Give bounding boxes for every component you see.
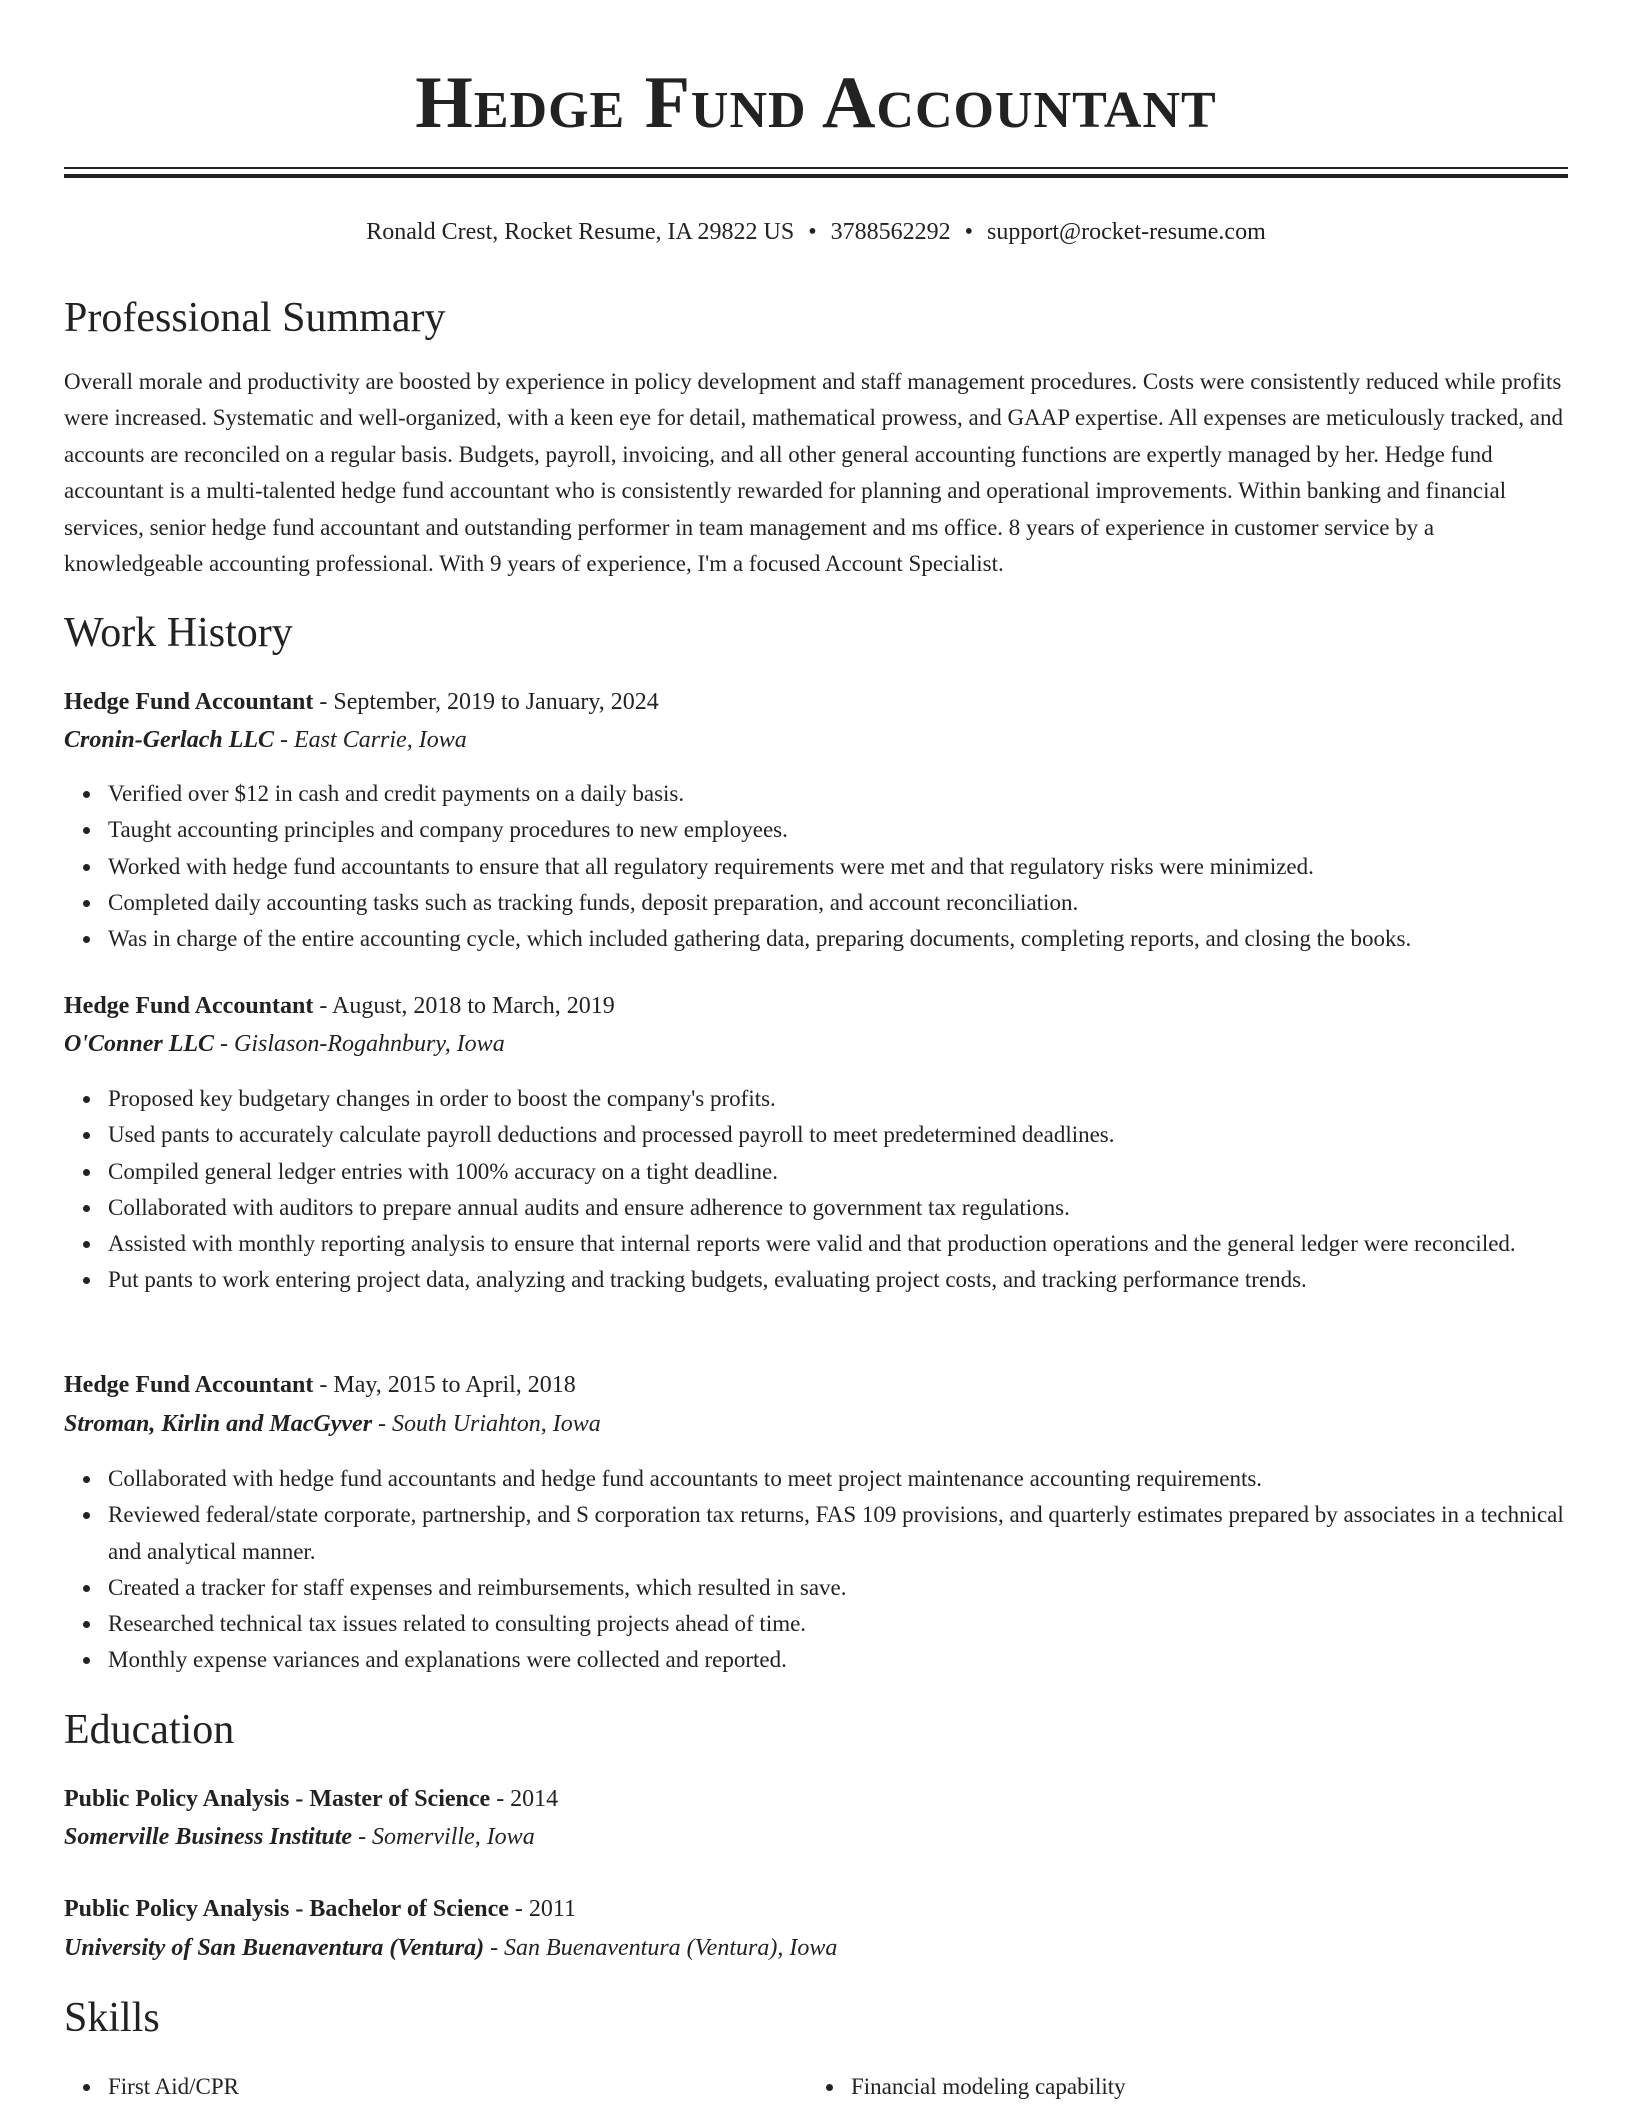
summary-heading: Professional Summary (64, 295, 446, 341)
contact-separator: • (964, 219, 974, 245)
job-company: O'Conner LLC (64, 1031, 215, 1057)
job-bullet: Worked with hedge fund accountants to ensure that all regulatory requirements were met and that regulatory risks were minimized. (108, 849, 1568, 885)
job-title: Hedge Fund Accountant (64, 689, 314, 715)
contact-address: Ronald Crest, Rocket Resume, IA 29822 US (366, 219, 795, 245)
job-bullet: Created a tracker for staff expenses and reimbursements, which resulted in save. (108, 1570, 1568, 1606)
education-location: - Somerville, Iowa (352, 1824, 535, 1850)
job-bullet: Collaborated with hedge fund accountants and hedge fund accountants to meet project maintenance accounting requirements. (108, 1461, 1568, 1497)
job-company: Stroman, Kirlin and MacGyver (64, 1411, 373, 1437)
job-bullet: Verified over $12 in cash and credit payments on a daily basis. (108, 776, 1568, 812)
summary-text: Overall morale and productivity are boosted by experience in policy development and staff management procedures. Costs were consistently reduced while profits were increased. Systematic and well-organized, with a keen eye for detail, mathematical prowess, and GAAP expertise. All expenses are meticulously tracked, and accounts are reconciled on a regular basis. Budgets, payroll, invoicing, and all other general accounting functions are expertly managed by her. Hedge fund accountant is a multi-talented hedge fund accountant who is consistently rewarded for planning and operational improvements. Within banking and financial services, senior hedge fund accountant and outstanding performer in team management and ms office. 8 years of experience in customer service by a knowledgeable accounting professional. With 9 years of experience, I'm a focused Account Specialist. (64, 369, 1563, 577)
resume-name-heading: Hedge Fund Accountant (415, 62, 1217, 144)
job-location: - South Uriahton, Iowa (372, 1411, 601, 1437)
education-school: University of San Buenaventura (Ventura) (64, 1935, 485, 1961)
job-bullet: Completed daily accounting tasks such as tracking funds, deposit preparation, and account reconciliation. (108, 885, 1568, 921)
job-bullet: Assisted with monthly reporting analysis to ensure that internal reports were valid and that production operations and the general ledger were reconciled. (108, 1226, 1568, 1262)
job-company: Cronin-Gerlach LLC (64, 727, 275, 753)
job-header (64, 1369, 576, 1401)
skills-list-right (851, 2069, 1551, 2105)
job-bullet: Used pants to accurately calculate payroll deductions and processed payroll to meet predetermined deadlines. (108, 1117, 1568, 1153)
header-rule-thick (64, 174, 1568, 178)
contact-line (64, 216, 1568, 248)
job-bullet: Collaborated with auditors to prepare annual audits and ensure adherence to government tax regulations. (108, 1190, 1568, 1226)
job-bullet: Put pants to work entering project data, analyzing and tracking budgets, evaluating project costs, and tracking performance trends. (108, 1262, 1568, 1298)
contact-separator: • (808, 219, 817, 245)
job-title: Hedge Fund Accountant (64, 993, 314, 1019)
job-bullet: Proposed key budgetary changes in order to boost the company's profits. (108, 1081, 1568, 1117)
education-school-line (64, 1821, 535, 1853)
job-bullet: Researched technical tax issues related to consulting projects ahead of time. (108, 1606, 1568, 1642)
header-rule-thin (64, 167, 1568, 169)
job-employer (64, 1408, 601, 1440)
education-degree: Public Policy Analysis - Master of Science (64, 1786, 491, 1812)
job-bullet: Reviewed federal/state corporate, partnership, and S corporation tax returns, FAS 109 provisions, and quarterly estimates prepared by associates in a technical and analytical manner. (108, 1497, 1568, 1570)
education-degree-line (64, 1893, 576, 1925)
job-title: Hedge Fund Accountant (64, 1372, 314, 1398)
contact-email: support@rocket-resume.com (987, 219, 1266, 245)
job-location: - Gislason-Rogahnbury, Iowa (214, 1031, 505, 1057)
job-bullet: Taught accounting principles and company procedures to new employees. (108, 812, 1568, 848)
job-bullet-list (108, 776, 1568, 957)
job-header (64, 686, 659, 718)
education-year: - 2014 (490, 1786, 559, 1812)
job-bullet: Monthly expense variances and explanations were collected and reported. (108, 1642, 1568, 1678)
job-bullet: Compiled general ledger entries with 100% accuracy on a tight deadline. (108, 1154, 1568, 1190)
education-year: - 2011 (508, 1896, 576, 1922)
job-bullet: Was in charge of the entire accounting cycle, which included gathering data, preparing documents, completing reports, and closing the books. (108, 921, 1568, 957)
skills-list-left (108, 2069, 758, 2105)
education-heading: Education (64, 1707, 235, 1753)
job-employer (64, 724, 467, 756)
job-dates: - August, 2018 to March, 2019 (313, 993, 615, 1019)
skill-item: First Aid/CPR (108, 2069, 758, 2105)
job-header (64, 990, 615, 1022)
job-location: - East Carrie, Iowa (274, 727, 467, 753)
education-school: Somerville Business Institute (64, 1824, 353, 1850)
job-employer (64, 1028, 505, 1060)
skill-item: Financial modeling capability (851, 2069, 1551, 2105)
education-degree-line (64, 1783, 558, 1815)
education-location: - San Buenaventura (Ventura), Iowa (484, 1935, 838, 1961)
education-degree: Public Policy Analysis - Bachelor of Science (64, 1896, 509, 1922)
job-bullet-list (108, 1081, 1568, 1299)
skills-heading: Skills (64, 1995, 160, 2041)
job-bullet-list (108, 1461, 1568, 1679)
education-school-line (64, 1932, 837, 1964)
resume-page (64, 0, 1568, 2112)
job-dates: - September, 2019 to January, 2024 (313, 689, 659, 715)
job-dates: - May, 2015 to April, 2018 (313, 1372, 576, 1398)
contact-phone: 3788562292 (830, 219, 951, 245)
work-history-heading: Work History (64, 610, 293, 656)
